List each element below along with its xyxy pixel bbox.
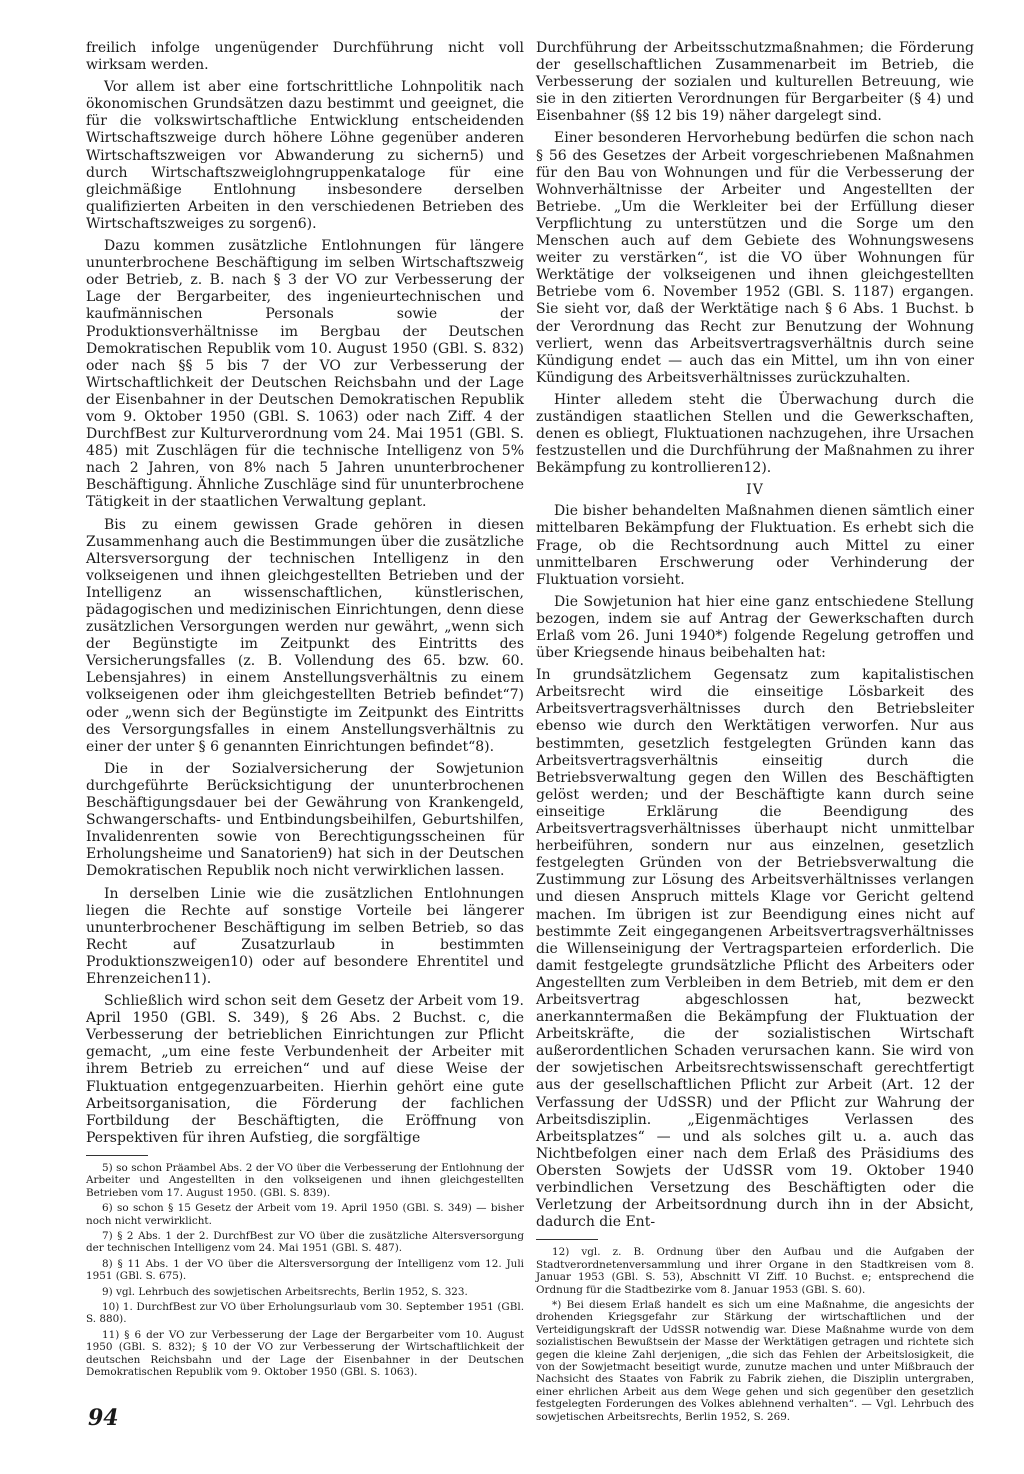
body-paragraph: Die Sowjetunion hat hier eine ganz entschiedene Stellung bezogen, indem sie auf Antrag der Gewerkschaften durch Erlaß vom 26. Juni 1940*) folgende Regelung getroffen und über Kriegsende hinaus beibehalten hat: <box>536 593 974 662</box>
section-heading: IV <box>746 482 764 499</box>
footnote: 12) vgl. z. B. Ordnung über den Aufbau und die Aufgaben der Stadtverordnetenversammlung und ihrer Organe in den Stadtkreisen vom 8. Januar 1953 (GBl. S. 53), Abschnitt VI Ziff. 10 Buchst. e; entsprechend die Ordnung für die Stadtbezirke vom 8. Januar 1953 (GBl. S. 60). <box>536 1246 974 1296</box>
right-column <box>536 40 974 1426</box>
footnote: 5) so schon Präambel Abs. 2 der VO über die Verbesserung der Entlohnung der Arbeiter und Angestellten in den volkseigenen und ihnen gleichgestellten Betrieben vom 17. August 1950. (GBl. S. 839). <box>86 1161 524 1199</box>
footnote: 10) 1. DurchfBest zur VO über Erholungsurlaub vom 30. September 1951 (GBl. S. 880). <box>86 1300 524 1326</box>
body-paragraph: Die in der Sozialversicherung der Sowjetunion durchgeführte Berücksichtigung der ununterbrochenen Beschäftigungsdauer bei der Gewährung von Krankengeld, Schwangerschafts- und Entbindungsbeihilfen, Geburtshilfen, Invalidenrenten sowie von Berechtigungsscheinen für Erholungsheime und Sanatorien9) hat sich in der Deutschen Demokratischen Republik noch nicht verwirklichen lassen. <box>86 760 524 880</box>
quoted-regulation: In grundsätzlichem Gegensatz zum kapitalistischen Arbeitsrecht wird die einseitige Lösbarkeit des Arbeitsvertragsverhältnisses durch den Betriebsleiter ebenso wie durch den Werktätigen verworfen. Nur aus bestimmten, gesetzlich festgelegten Gründen kann das Arbeitsvertragsverhältnis einseitig durch die Betriebsverwaltung gegen den Willen des Beschäftigten gelöst werden; und der Beschäftigte kann durch seine einseitige Erklärung die Beendigung des Arbeitsvertragsverhältnisses überhaupt nicht unmittelbar herbeiführen, sondern nur aus einzelnen, gesetzlich festgelegten Gründen von der Betriebsverwaltung die Zustimmung zur Lösung des Arbeitsverhältnisses verlangen und diesen Anspruch mittels Klage vor Gericht geltend machen. Im übrigen ist zur Beendigung eines nicht auf bestimmte Zeit eingegangenen Arbeitsvertragsverhältnisses die Willenseinigung der Vertragsparteien erforderlich. Die damit festgelegte grundsätzliche Pflicht des Arbeiters oder Angestellten zum Verbleiben in dem Betrieb, mit dem er den Arbeitsvertrag abgeschlossen hat, bezweckt anerkanntermaßen die Bekämpfung der Fluktuation der Arbeitskräfte, die der sozialistischen Wirtschaft außerordentlichen Schaden verursachen kann. Sie wird von der sowjetischen Arbeitsrechtswissenschaft gerechtfertigt aus der gesellschaftlichen Pflicht zur Arbeit (Art. 12 der Verfassung der UdSSR) und der Pflicht zur Wahrung der Arbeitsdisziplin. „Eigenmächtiges Verlassen des Arbeitsplatzes“ — und als solches gilt u. a. auch das Nichtbefolgen einer nach dem Erlaß des Präsidiums des Obersten Sowjets der UdSSR vom 19. Oktober 1940 verbindlichen Versetzung des Beschäftigten oder die Verletzung der Arbeitsordnung durch ihn in der Absicht, dadurch die Ent- <box>536 667 974 1231</box>
body-paragraph: Dazu kommen zusätzliche Entlohnungen für längere ununterbrochene Beschäftigung im selben Wirtschaftszweig oder Betrieb, z. B. nach § 3 der VO zur Verbesserung der Lage der Bergarbeiter, des ingenieurtechnischen und kaufmännischen Personals sowie der Produktionsverhältnisse im Bergbau der Deutschen Demokratischen Republik vom 10. August 1950 (GBl. S. 832) oder nach §§ 5 bis 7 der VO zur Verbesserung der Wirtschaftlichkeit der Deutschen Reichsbahn und der Lage der Eisenbahner in der Deutschen Demokratischen Republik vom 9. Oktober 1950 (GBl. S. 1063) oder nach Ziff. 4 der DurchfBest zur Kulturverordnung vom 24. Mai 1951 (GBl. S. 485) mit Zuschlägen für die technische Intelligenz von 5% nach 2 Jahren, von 8% nach 5 Jahren ununterbrochener Beschäftigung. Ähnliche Zuschläge sind für ununterbrochene Tätigkeit in der staatlichen Verwaltung geplant. <box>86 238 524 511</box>
footnote: 11) § 6 der VO zur Verbesserung der Lage der Bergarbeiter vom 10. August 1950 (GBl. S. 832); § 10 der VO zur Verbesserung der Wirtschaftlichkeit der deutschen Reichsbahn und der Lage der Eisenbahner in der Deutschen Demokratischen Republik vom 9. Oktober 1950 (GBl. S. 1063). <box>86 1328 524 1378</box>
footnote: *) Bei diesem Erlaß handelt es sich um eine Maßnahme, die angesichts der drohenden Kriegsgefahr zur Stärkung der wirtschaftlichen und der Verteidigungskraft der UdSSR notwendig war. Diese Maßnahme wurde von dem sozialistischen Bewußtsein der Masse der Werktätigen getragen und richtete sich gegen die kleine Zahl derjenigen, „die sich das Fehlen der Arbeitslosigkeit, die von der Sowjetmacht beseitigt wurde, zunutze machen und unter Mißbrauch der Nachsicht des Staates von Fabrik zu Fabrik ziehen, die Disziplin untergraben, einer ehrlichen Arbeit aus dem Wege gehen und sich gegenüber den gesetzlich festgelegten Forderungen des Volkes ablehnend verhalten“. — Vgl. Lehrbuch des sowjetischen Arbeitsrechts, Berlin 1952, S. 269. <box>536 1298 974 1423</box>
footnote: 6) so schon § 15 Gesetz der Arbeit vom 19. April 1950 (GBl. S. 349) — bisher noch nicht verwirklicht. <box>86 1202 524 1227</box>
footnote: 8) § 11 Abs. 1 der VO über die Altersversorgung der Intelligenz vom 12. Juli 1951 (GBl. S. 675). <box>86 1257 524 1283</box>
body-paragraph: Bis zu einem gewissen Grade gehören in diesen Zusammenhang auch die Bestimmungen über die zusätzliche Altersversorgung der technischen Intelligenz in den volkseigenen und ihnen gleichgestellten Betrieben und der Intelligenz an wissenschaftlichen, künstlerischen, pädagogischen und medizinischen Einrichtungen, denn diese zusätzlichen Versorgungen werden nur gewährt, „wenn sich der Begünstigte im Zeitpunkt des Eintritts des Versicherungsfalles (z. B. Vollendung des 65. bzw. 60. Lebensjahres) in einem Anstellungsverhältnis zu einem volkseigenen oder ihm gleichgestellten Betrieb befindet“7) oder „wenn sich der Begünstigte im Zeitpunkt des Eintritts des Versorgungsfalles in einem Anstellungsverhältnis zu einer der unter § 6 genannten Einrichtungen befindet“8). <box>86 516 524 755</box>
body-paragraph: Einer besonderen Hervorhebung bedürfen die schon nach § 56 des Gesetzes der Arbeit vorgeschriebenen Maßnahmen für den Bau von Wohnungen und für die Verbesserung der Wohnverhältnisse der Arbeiter und Angestellten der Betriebe. „Um die Werkleiter bei der Erfüllung dieser Verpflichtung zu unterstützen und die Sorge um den Menschen auch auf dem Gebiete des Wohnungswesens weiter zu verstärken“, ist die VO über Wohnungen für Werktätige der volkseigenen und ihnen gleichgestellten Betriebe vom 6. November 1952 (GBl. S. 1187) ergangen. Sie sieht vor, daß der Werktätige nach § 6 Abs. 1 Buchst. b der Verordnung das Recht zur Benutzung der Wohnung verliert, wenn das Arbeitsvertragsverhältnis durch seine Kündigung endet — auch das ein Mittel, um ihn von einer Kündigung des Arbeitsverhältnisses zurückzuhalten. <box>536 130 974 386</box>
body-paragraph: Schließlich wird schon seit dem Gesetz der Arbeit vom 19. April 1950 (GBl. S. 349), § 26 Abs. 2 Buchst. c, die Verbesserung der betrieblichen Einrichtungen zur Pflicht gemacht, „um eine feste Verbundenheit der Arbeiter mit ihrem Betrieb zu erreichen“ und auf diese Weise der Fluktuation entgegenzuarbeiten. Hierhin gehört eine gute Arbeitsorganisation, die Förderung der fachlichen Fortbildung der Beschäftigten, die Eröffnung von Perspektiven für ihren Aufstieg, die sorgfältige <box>86 993 524 1146</box>
footnote-divider <box>86 1155 148 1156</box>
body-paragraph: In derselben Linie wie die zusätzlichen Entlohnungen liegen die Rechte auf sonstige Vorteile bei längerer ununterbrochener Beschäftigung im selben Betrieb, so das Recht auf Zusatzurlaub in bestimmten Produktionszweigen10) oder auf besondere Ehrentitel und Ehrenzeichen11). <box>86 885 524 987</box>
body-paragraph: Die bisher behandelten Maßnahmen dienen sämtlich einer mittelbaren Bekämpfung der Fluktuation. Es erhebt sich die Frage, ob die Rechtsordnung auch Mittel zu einer unmittelbaren Erschwerung oder Verhinderung der Fluktuation vorsieht. <box>536 503 974 588</box>
left-column <box>86 40 524 1381</box>
body-paragraph: Vor allem ist aber eine fortschrittliche Lohnpolitik nach ökonomischen Grundsätzen dazu bestimmt und geeignet, die für die volkswirtschaftliche Entwicklung entscheidenden Wirtschaftszweige durch höhere Löhne gegenüber anderen Wirtschaftszweigen vor Abwanderung zu sichern5) und durch Wirtschaftszweiglohngruppenkataloge für eine gleichmäßige Entlohnung insbesondere derselben qualifizierten Arbeiten in den verschiedenen Betrieben des Wirtschaftszweiges zu sorgen6). <box>86 79 524 232</box>
body-paragraph: Durchführung der Arbeitsschutzmaßnahmen; die Förderung der gesellschaftlichen Zusammenarbeit im Betrieb, die Verbesserung der sozialen und kulturellen Betreuung, wie sie in den zitierten Verordnungen für Bergarbeiter (§ 4) und Eisenbahner (§§ 12 bis 19) näher dargelegt sind. <box>536 40 974 125</box>
body-paragraph: freilich infolge ungenügender Durchführung nicht voll wirksam werden. <box>86 40 524 74</box>
footnote: 7) § 2 Abs. 1 der 2. DurchfBest zur VO über die zusätzliche Altersversorgung der technischen Intelligenz vom 24. Mai 1951 (GBl. S. 487). <box>86 1229 524 1255</box>
page-number: 94 <box>88 1405 119 1431</box>
body-paragraph: Hinter alledem steht die Überwachung durch die zuständigen staatlichen Stellen und die Gewerkschaften, denen es obliegt, Fluktuationen nachzugehen, ihre Ursachen festzustellen und die Durchführung der Maßnahmen zu ihrer Bekämpfung zu kontrollieren12). <box>536 391 974 477</box>
footnote: 9) vgl. Lehrbuch des sowjetischen Arbeitsrechts, Berlin 1952, S. 323. <box>102 1285 468 1298</box>
footnote-divider <box>536 1239 598 1240</box>
